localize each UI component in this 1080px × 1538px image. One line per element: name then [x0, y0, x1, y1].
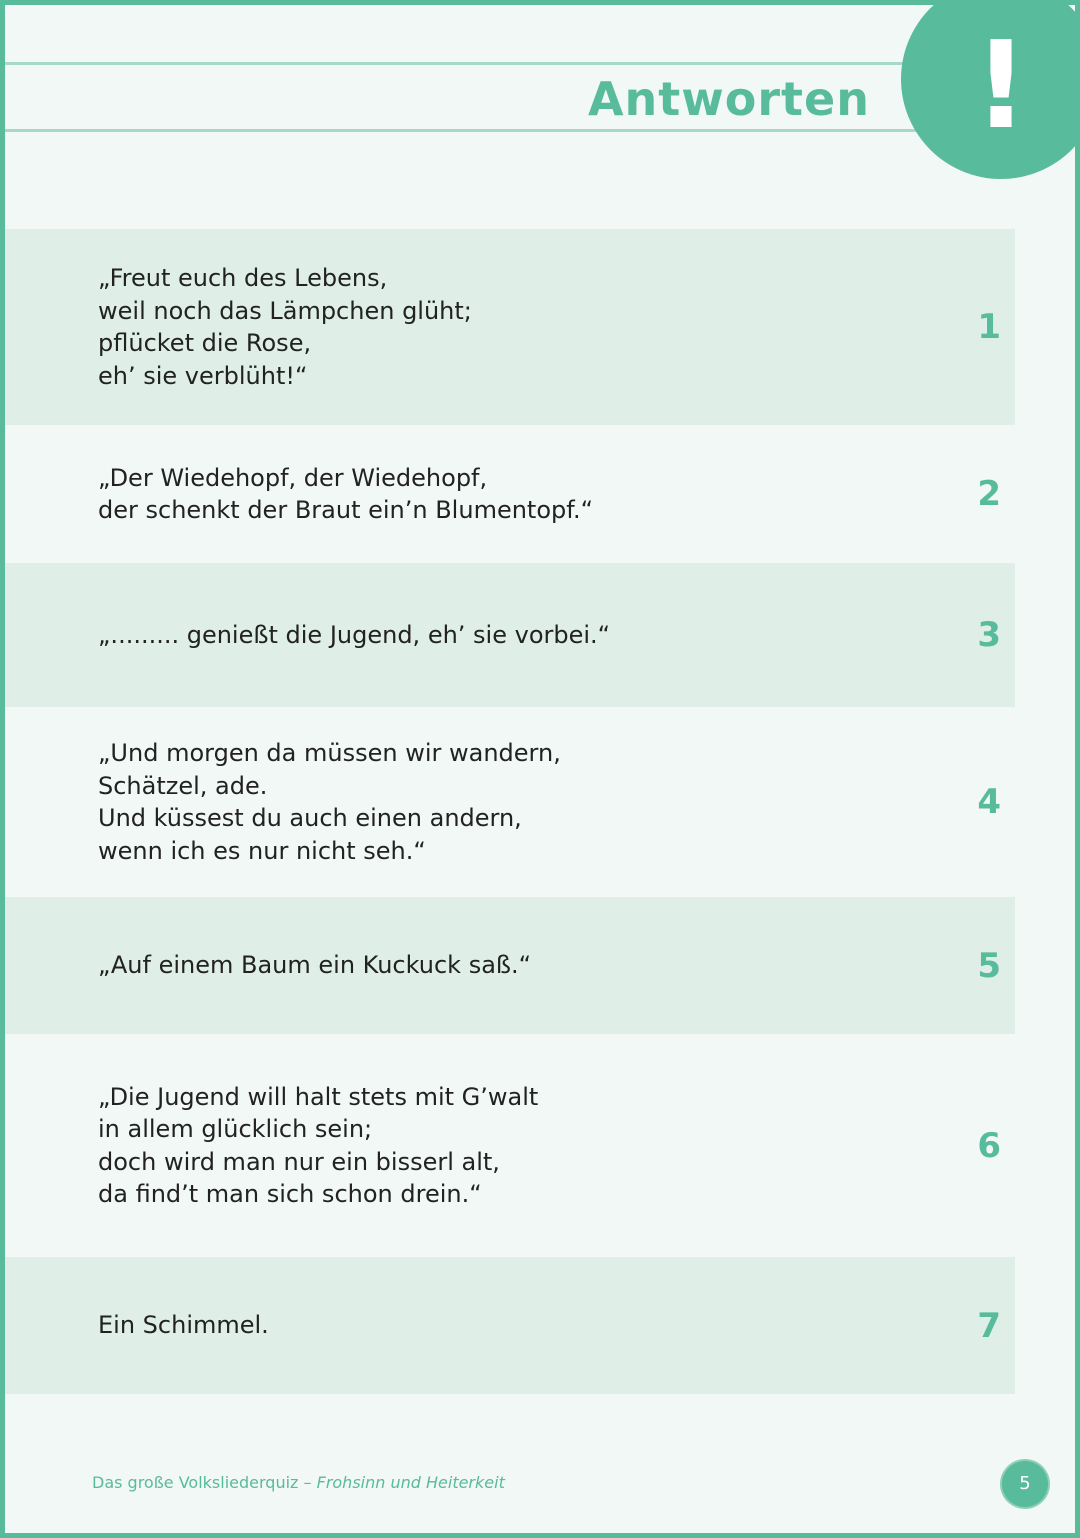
answer-row-2: [5, 425, 1015, 563]
answer-row-3: [5, 563, 1015, 707]
answer-number: 5: [977, 945, 1001, 986]
footer-book-title: [92, 1473, 505, 1492]
footer-subtitle: Frohsinn und Heiterkeit: [316, 1473, 505, 1492]
page-title: Antworten: [587, 72, 870, 126]
answer-row-6: [5, 1034, 1015, 1257]
answer-number: 7: [977, 1305, 1001, 1346]
answer-number: 6: [977, 1125, 1001, 1166]
answer-number: 3: [977, 615, 1001, 655]
answer-text: „......... genießt die Jugend, eh’ sie vorbei.“: [98, 620, 611, 649]
answer-text: „Und morgen da müssen wir wandern, Schätzel, ade. Und küssest du auch einen andern, wenn ich es nur nicht seh.“: [98, 739, 561, 865]
exclamation-icon: !: [973, 17, 1029, 156]
answer-text: Ein Schimmel.: [98, 1311, 269, 1340]
answer-text: „Die Jugend will halt stets mit G’walt in allem glücklich sein; doch wird man nur ein bisserl alt, da find’t man sich schon drein.“: [98, 1082, 539, 1208]
answer-text: „Freut euch des Lebens, weil noch das Lämpchen glüht; pflücket die Rose, eh’ sie verblüht!“: [98, 264, 472, 390]
page-number: 5: [1002, 1461, 1048, 1507]
answer-list: [5, 229, 1015, 1394]
answer-text: „Der Wiedehopf, der Wiedehopf, der schenkt der Braut ein’n Blumentopf.“: [98, 463, 594, 524]
answer-number: 1: [977, 307, 1001, 347]
answer-row-4: [5, 707, 1015, 897]
answer-number: 4: [977, 782, 1001, 822]
answer-number: 2: [977, 474, 1001, 514]
footer-title: Das große Volksliederquiz –: [92, 1473, 317, 1492]
answer-row-7: [5, 1257, 1015, 1394]
answer-row-5: [5, 897, 1015, 1034]
answer-row-1: [5, 229, 1015, 425]
answer-text: „Auf einem Baum ein Kuckuck saß.“: [98, 951, 532, 980]
